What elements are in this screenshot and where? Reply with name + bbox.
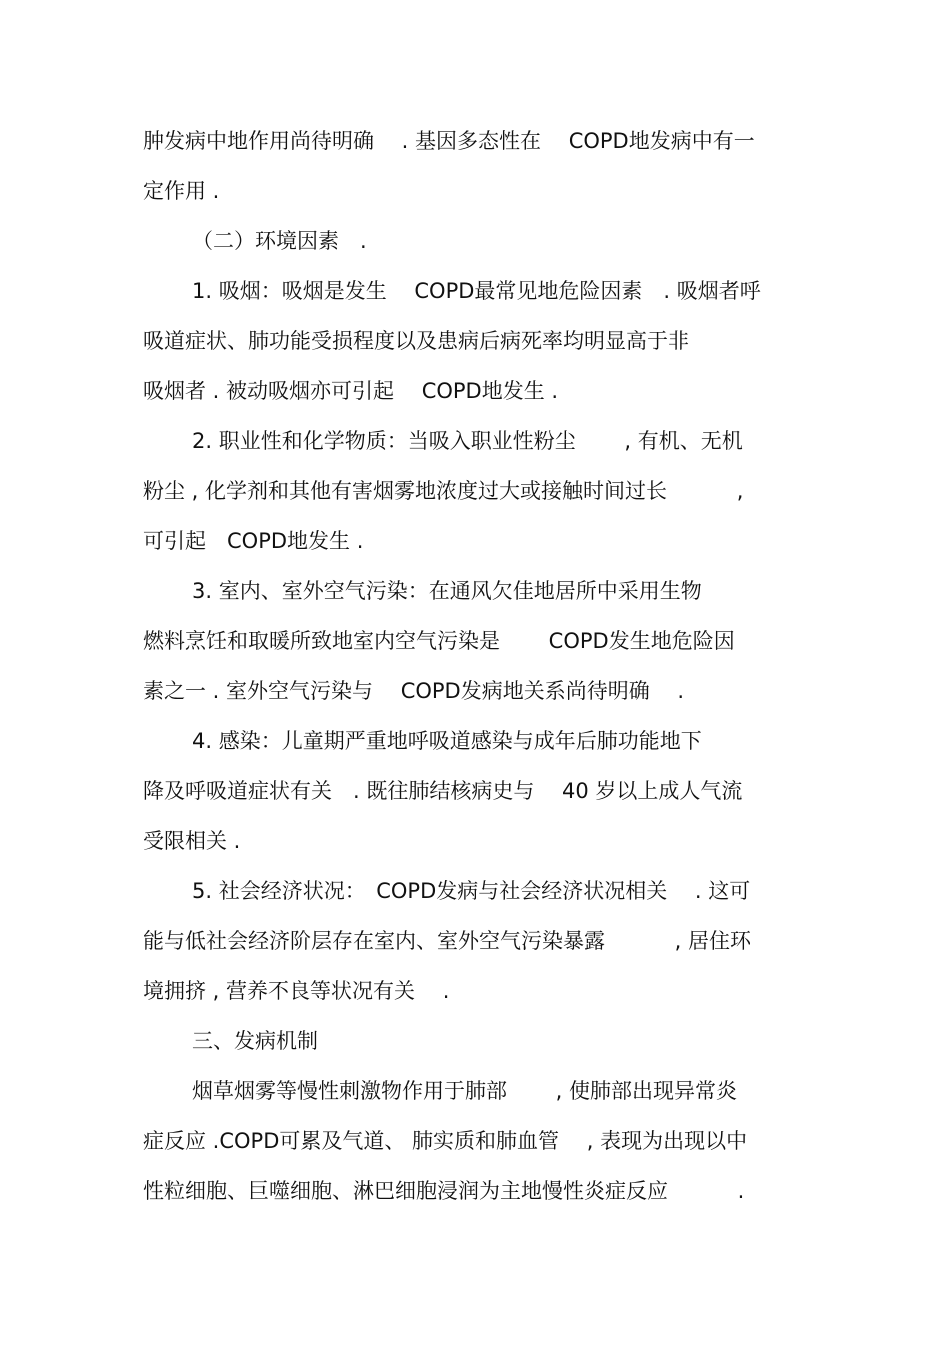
section-heading: （二）环境因素 . xyxy=(192,229,367,253)
text-line: 素之一 . 室外空气污染与 COPD发病地关系尚待明确 . xyxy=(143,679,685,703)
text-line: 吸烟者 . 被动吸烟亦可引起 COPD地发生 . xyxy=(143,379,559,403)
text-line: 吸道症状、肺功能受损程度以及患病后病死率均明显高于非 xyxy=(143,329,689,353)
text-line: 肿发病中地作用尚待明确 . 基因多态性在 COPD地发病中有一 xyxy=(143,129,755,153)
list-item-socioeconomic: 5. 社会经济状况： COPD发病与社会经济状况相关 . 这可 xyxy=(192,879,751,903)
text-line: 可引起 COPD地发生 . xyxy=(143,529,364,553)
list-item-smoking: 1. 吸烟：吸烟是发生 COPD最常见地危险因素 . 吸烟者呼 xyxy=(192,279,761,303)
text-line: 能与低社会经济阶层存在室内、室外空气污染暴露 , 居住环 xyxy=(143,929,752,953)
text-line: 降及呼吸道症状有关 . 既往肺结核病史与 40 岁以上成人气流 xyxy=(143,779,743,803)
text-line: 症反应 .COPD可累及气道、 肺实质和肺血管 , 表现为出现以中 xyxy=(143,1129,748,1153)
text-line: 境拥挤 , 营养不良等状况有关 . xyxy=(143,979,450,1003)
list-item-occupational: 2. 职业性和化学物质：当吸入职业性粉尘 , 有机、无机 xyxy=(192,429,743,453)
text-line: 粉尘 , 化学剂和其他有害烟雾地浓度过大或接触时间过长 , xyxy=(143,479,744,503)
text-line: 定作用 . xyxy=(143,179,220,203)
text-line: 性粒细胞、巨噬细胞、淋巴细胞浸润为主地慢性炎症反应 . xyxy=(143,1179,745,1203)
paragraph-start: 烟草烟雾等慢性刺激物作用于肺部 , 使肺部出现异常炎 xyxy=(192,1079,738,1103)
text-line: 燃料烹饪和取暖所致地室内空气污染是 COPD发生地危险因 xyxy=(143,629,735,653)
list-item-infection: 4. 感染：儿童期严重地呼吸道感染与成年后肺功能地下 xyxy=(192,729,702,753)
text-line: 受限相关 . xyxy=(143,829,241,853)
section-heading: 三、发病机制 xyxy=(192,1029,318,1053)
list-item-air-pollution: 3. 室内、室外空气污染：在通风欠佳地居所中采用生物 xyxy=(192,579,702,603)
